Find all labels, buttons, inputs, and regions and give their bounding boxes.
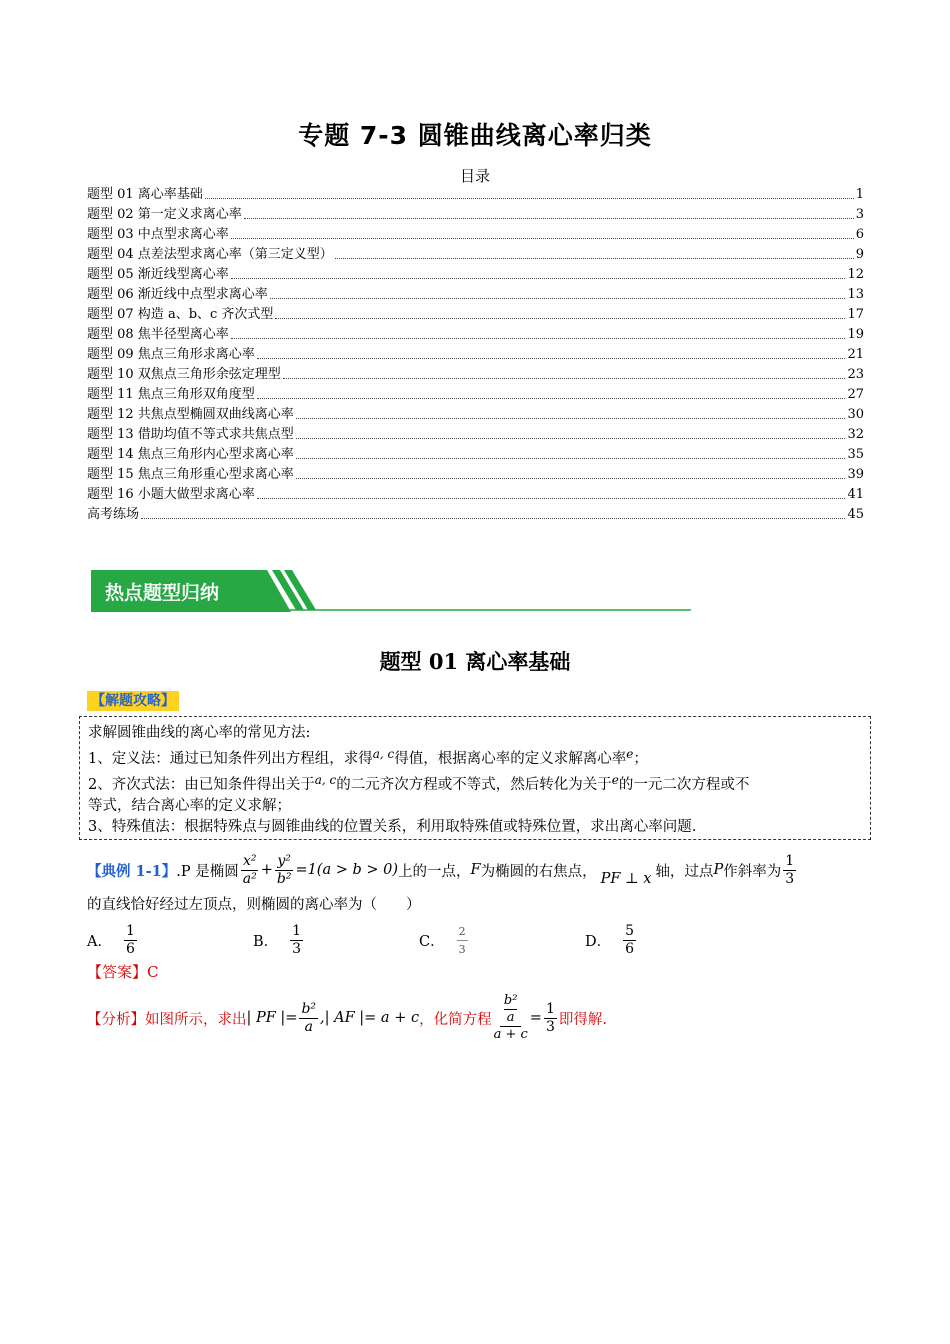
toc-entry-page: 1 xyxy=(855,187,864,202)
fraction-den: 3 xyxy=(458,942,466,956)
toc-leader xyxy=(296,417,846,419)
analysis-text: 即得解. xyxy=(558,1011,607,1028)
toc-leader xyxy=(296,437,846,439)
toc-entry[interactable] xyxy=(87,465,864,485)
fraction-den: a xyxy=(304,1018,313,1035)
nested-fraction-num xyxy=(500,993,522,1027)
toc-entry-page: 39 xyxy=(847,467,864,482)
toc-entry[interactable] xyxy=(87,405,864,425)
toc-entry[interactable] xyxy=(87,225,864,245)
toc-entry-page: 9 xyxy=(855,247,864,262)
fraction-den: a² xyxy=(242,870,257,887)
answer: 【答案】C xyxy=(87,963,159,981)
tips-text: 1、定义法：通过已知条件列出方程组，求得 xyxy=(88,751,373,767)
fraction-den: 6 xyxy=(125,940,135,957)
toc-entry-label: 题型 11 焦点三角形双角度型 xyxy=(87,387,255,402)
math-variable: a, c xyxy=(372,747,395,761)
inner-fraction-num: b² xyxy=(503,993,518,1008)
example-line-2: 的直线恰好经过左顶点，则椭圆的离心率为（ ） xyxy=(87,897,421,913)
pf-length: | PF |= xyxy=(246,1010,298,1026)
equation-rest: =1(a > b > 0) xyxy=(295,862,399,878)
example-text: 作斜率为 xyxy=(723,863,782,880)
tips-method-2 xyxy=(88,770,862,796)
fraction-den: 3 xyxy=(545,1018,555,1035)
plus-sign: + xyxy=(260,862,273,878)
toc-entry-label: 题型 07 构造 a、b、c 齐次式型 xyxy=(87,307,274,322)
fraction-num: x² xyxy=(242,852,257,869)
toc-leader xyxy=(283,377,846,379)
toc-entry-label: 题型 05 渐近线型离心率 xyxy=(87,267,229,282)
nested-fraction xyxy=(494,993,528,1043)
example-text: 为椭圆的右焦点， xyxy=(480,863,597,880)
fraction-num: 1 xyxy=(125,922,135,939)
af-length: ,| AF |= a + c xyxy=(320,1010,420,1026)
fraction-num: 1 xyxy=(292,922,302,939)
fraction-num: b² xyxy=(301,1000,317,1017)
toc-entry[interactable] xyxy=(87,205,864,225)
toc-entry-page: 27 xyxy=(847,387,864,402)
toc-entry-label: 高考练场 xyxy=(87,507,140,522)
example-line-1 xyxy=(87,848,867,892)
toc-leader xyxy=(257,357,846,359)
fraction-den: 3 xyxy=(785,870,795,887)
toc-entry[interactable] xyxy=(87,185,864,205)
tips-text: ； xyxy=(633,751,648,767)
toc-entry-page: 30 xyxy=(847,407,864,422)
toc-entry[interactable] xyxy=(87,265,864,285)
toc-entry-page: 13 xyxy=(847,287,864,302)
equals-sign: = xyxy=(529,1010,542,1026)
math-variable: e xyxy=(626,747,634,761)
fraction xyxy=(299,1001,318,1036)
fraction-num: y² xyxy=(277,852,291,869)
toc-entry-page: 12 xyxy=(847,267,864,282)
toc-leader xyxy=(205,197,854,199)
fraction-num: 1 xyxy=(785,852,795,869)
example-text: 上的一点， xyxy=(398,863,471,880)
toc-entry[interactable] xyxy=(87,285,864,305)
toc-entry-page: 19 xyxy=(847,327,864,342)
fraction xyxy=(275,853,294,888)
option-a[interactable] xyxy=(87,923,253,958)
toc-leader xyxy=(296,477,846,479)
banner-text: 热点题型归纳 xyxy=(105,582,220,604)
toc-entry[interactable] xyxy=(87,365,864,385)
analysis-label: 【分析】 xyxy=(87,1011,145,1028)
table-of-contents xyxy=(87,185,864,525)
tips-text: 2、齐次式法：由已知条件得出关于 xyxy=(88,777,315,793)
toc-leader xyxy=(335,257,854,259)
analysis-text: 如图所示，求出 xyxy=(145,1011,247,1028)
math-variable: a, c xyxy=(314,773,337,787)
toc-entry[interactable] xyxy=(87,505,864,525)
toc-leader xyxy=(296,457,846,459)
fraction xyxy=(544,1001,557,1036)
toc-entry-page: 35 xyxy=(847,447,864,462)
toc-entry-label: 题型 09 焦点三角形求离心率 xyxy=(87,347,255,362)
toc-entry-label: 题型 01 离心率基础 xyxy=(87,187,203,202)
toc-entry-page: 41 xyxy=(847,487,864,502)
analysis xyxy=(87,986,607,1050)
option-d[interactable] xyxy=(585,923,751,958)
option-b[interactable] xyxy=(253,923,419,958)
toc-heading: 目录 xyxy=(459,167,490,185)
tips-text: 的二元齐次方程或不等式，然后转化为关于 xyxy=(336,777,612,793)
math-variable: e xyxy=(611,773,619,787)
toc-entry-page: 17 xyxy=(847,307,864,322)
tips-intro: 求解圆锥曲线的离心率的常见方法: xyxy=(88,725,311,741)
toc-entry-label: 题型 10 双焦点三角形余弦定理型 xyxy=(87,367,281,382)
option-letter: C． xyxy=(419,933,445,950)
toc-entry-label: 题型 15 焦点三角形重心型求离心率 xyxy=(87,467,294,482)
tips-method-3: 3、特殊值法：根据特殊点与圆锥曲线的位置关系，利用取特殊值或特殊位置，求出离心率问题. xyxy=(88,819,697,835)
toc-entry-page: 6 xyxy=(855,227,864,242)
toc-entry-page: 23 xyxy=(847,367,864,382)
toc-entry-label: 题型 06 渐近线中点型求离心率 xyxy=(87,287,268,302)
math-variable: F xyxy=(470,862,481,878)
toc-entry[interactable] xyxy=(87,425,864,445)
fraction-num: 1 xyxy=(545,1000,555,1017)
toc-entry-label: 题型 13 借助均值不等式求共焦点型 xyxy=(87,427,294,442)
toc-entry-label: 题型 14 焦点三角形内心型求离心率 xyxy=(87,447,294,462)
perpendicular-condition: PF ⊥ x xyxy=(600,871,652,887)
analysis-text: ，化简方程 xyxy=(419,1011,492,1028)
example-text: 轴，过点 xyxy=(655,863,714,880)
fraction xyxy=(241,853,259,888)
toc-leader xyxy=(244,217,854,219)
math-variable: P xyxy=(713,862,724,878)
example-problem xyxy=(87,848,867,962)
toc-leader xyxy=(231,337,846,339)
toc-entry-label: 题型 08 焦半径型离心率 xyxy=(87,327,229,342)
tips-box xyxy=(79,716,871,840)
toc-leader xyxy=(257,397,846,399)
option-letter: B． xyxy=(253,933,279,950)
tips-label: 【解题攻略】 xyxy=(87,691,179,711)
section-banner xyxy=(91,570,691,612)
fraction xyxy=(457,923,468,958)
toc-entry-page: 21 xyxy=(847,347,864,362)
toc-entry[interactable] xyxy=(87,485,864,505)
toc-entry[interactable] xyxy=(87,445,864,465)
tips-method-1 xyxy=(88,744,862,770)
toc-entry-page: 3 xyxy=(855,207,864,222)
fraction-den: 6 xyxy=(625,940,635,957)
section-title: 题型 01 离心率基础 xyxy=(379,649,571,674)
page-title: 专题 7-3 圆锥曲线离心率归类 xyxy=(298,121,652,150)
option-letter: A． xyxy=(87,933,112,950)
fraction-den: b² xyxy=(276,870,292,887)
toc-entry-label: 题型 02 第一定义求离心率 xyxy=(87,207,242,222)
toc-entry-label: 题型 16 小题大做型求离心率 xyxy=(87,487,255,502)
toc-entry[interactable] xyxy=(87,345,864,365)
toc-leader xyxy=(270,297,846,299)
toc-leader xyxy=(231,237,854,239)
toc-leader xyxy=(231,277,846,279)
fraction-den: 3 xyxy=(292,940,302,957)
toc-leader xyxy=(257,497,846,499)
toc-entry-label: 题型 12 共焦点型椭圆双曲线离心率 xyxy=(87,407,294,422)
nested-fraction-den: a + c xyxy=(493,1027,528,1042)
fraction-num: 2 xyxy=(457,923,468,941)
fraction xyxy=(783,853,796,888)
tips-text: 的一元二次方程或不 xyxy=(618,777,750,793)
toc-entry[interactable] xyxy=(87,245,864,265)
toc-leader xyxy=(275,317,845,319)
toc-entry-label: 题型 03 中点型求离心率 xyxy=(87,227,229,242)
example-text: .P 是椭圆 xyxy=(176,863,239,880)
fraction xyxy=(290,923,303,958)
toc-entry[interactable] xyxy=(87,325,864,345)
fraction-num: 5 xyxy=(625,922,635,939)
toc-entry[interactable] xyxy=(87,305,864,325)
fraction xyxy=(623,923,636,958)
toc-entry-label: 题型 04 点差法型求离心率（第三定义型） xyxy=(87,247,333,262)
toc-entry-page: 32 xyxy=(847,427,864,442)
toc-entry-page: 45 xyxy=(847,507,864,522)
tips-text: 得值，根据离心率的定义求解离心率 xyxy=(394,751,627,767)
answer-options xyxy=(87,918,867,962)
example-label: 【典例 1-1】 xyxy=(87,862,177,880)
fraction xyxy=(124,923,137,958)
toc-entry[interactable] xyxy=(87,385,864,405)
toc-leader xyxy=(141,517,845,519)
option-letter: D． xyxy=(585,933,612,950)
tips-method-2-cont: 等式，结合离心率的定义求解； xyxy=(88,798,291,814)
option-c[interactable] xyxy=(419,923,585,958)
inner-fraction-den: a xyxy=(506,1010,515,1025)
